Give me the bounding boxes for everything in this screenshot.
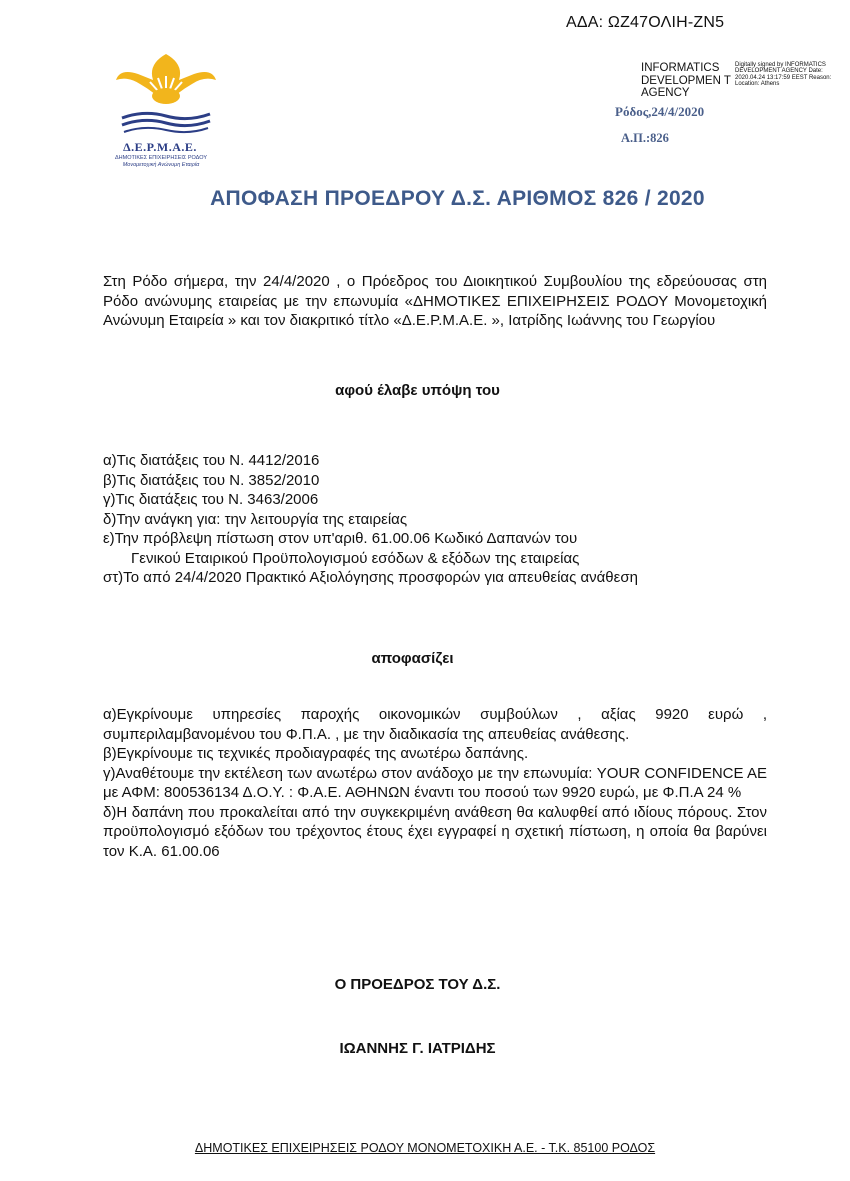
signatory-title: Ο ΠΡΟΕΔΡΟΣ ΤΟΥ Δ.Σ.	[334, 976, 501, 993]
considerations-list	[103, 451, 803, 588]
list-item: ε)Την πρόβλεψη πίστωση στον υπ'αριθ. 61.00.06 Κωδικό Δαπανών του	[103, 530, 578, 547]
list-item: γ)Αναθέτουμε την εκτέλεση των ανωτέρω στον ανάδοχο με την επωνυμία: YOUR CONFIDENCE AE με ΑΦΜ: 800536134 Δ.Ο.Υ. : Φ.Α.Ε. ΑΘΗΝΩΝ έναντι του ποσού των 9920 ευρώ, με Φ.Π.Α 24 %	[103, 764, 767, 801]
place-date: Ρόδος,24/4/2020	[615, 104, 705, 119]
list-item: στ)Το από 24/4/2020 Πρακτικό Αξιολόγησης προσφορών για απευθείας ανάθεση	[103, 569, 638, 586]
list-item: β)Τις διατάξεις του Ν. 3852/2010	[103, 471, 320, 489]
intro-paragraph: Στη Ρόδο σήμερα, την 24/4/2020 , ο Πρόεδρος του Διοικητικού Συμβουλίου της εδρεύουσας στη Ρόδο ανώνυμης εταιρείας με την επωνυμία «ΔΗΜΟΤΙΚΕΣ ΕΠΙΧΕΙΡΗΣΕΙΣ ΡΟΔΟΥ Μονομετοχική Ανώνυμη Εταιρεία » και τον διακριτικό τίτλο «Δ.Ε.Ρ.Μ.Α.Ε. », Ιατρίδης Ιωάννης του Γεωργίου	[103, 273, 767, 329]
list-item: α)Εγκρίνουμε υπηρεσίες παροχής οικονομικών συμβούλων , αξίας 9920 ευρώ , συμπεριλαμβανομένου του Φ.Π.Α. , με την διαδικασία της απευθείας ανάθεσης.	[103, 706, 767, 743]
list-item-continuation: Γενικού Εταιρικού Προϋπολογισμού εσόδων & εξόδων της εταιρείας	[131, 549, 580, 567]
decision-heading: αποφασίζει	[371, 650, 454, 667]
signatory-name: ΙΩΑΝΝΗΣ Γ. ΙΑΤΡΙΔΗΣ	[339, 1040, 496, 1057]
digital-signature-details: Digitally signed by INFORMATICS DEVELOPMENT AGENCY Date: 2020.04.24 13:17:59 EEST Reason: Location: Athens	[735, 62, 832, 88]
logo-name: Δ.Ε.Ρ.Μ.Α.Ε.	[123, 140, 197, 154]
list-item: β)Εγκρίνουμε τις τεχνικές προδιαγραφές της ανωτέρω δαπάνης.	[103, 745, 529, 762]
document-title: ΑΠΟΦΑΣΗ ΠΡΟΕΔΡΟΥ Δ.Σ. ΑΡΙΘΜΟΣ 826 / 2020	[210, 187, 705, 210]
digital-signature-name: INFORMATICS DEVELOPMEN T AGENCY	[641, 62, 731, 99]
decisions-list	[103, 705, 767, 861]
list-item: δ)Η δαπάνη που προκαλείται από την συγκεκριμένη ανάθεση θα καλυφθεί από ιδίους πόρους. Στον προϋπολογισμό εξόδων του τρέχοντος έτους έχει εγγραφεί η σχετική πίστωση, η οποία θα βαρύνει τον Κ.Α. 61.00.06	[103, 803, 767, 860]
protocol-number: Α.Π.:826	[621, 131, 669, 145]
list-item: γ)Τις διατάξεις του Ν. 3463/2006	[103, 491, 319, 508]
logo-subtitle-company-type: Μονομετοχική Ανώνυμη Εταιρία	[122, 162, 200, 168]
list-item: δ)Την ανάγκη για: την λειτουργία της εταιρείας	[103, 510, 408, 528]
list-item: α)Τις διατάξεις του Ν. 4412/2016	[103, 452, 320, 469]
considerations-heading: αφού έλαβε υπόψη του	[335, 382, 500, 399]
logo-subtitle: ΔΗΜΟΤΙΚΕΣ ΕΠΙΧΕΙΡΗΣΕΙΣ ΡΟΔΟΥ	[114, 155, 207, 161]
footer-address: ΔΗΜΟΤΙΚΕΣ ΕΠΙΧΕΙΡΗΣΕΙΣ ΡΟΔΟΥ ΜΟΝΟΜΕΤΟΧΙΚΗ Α.Ε. - Τ.Κ. 85100 ΡΟΔΟΣ	[194, 1141, 656, 1155]
ada-code: ΑΔΑ: ΩΖ47ΟΛΙΗ-ΖΝ5	[566, 14, 725, 31]
